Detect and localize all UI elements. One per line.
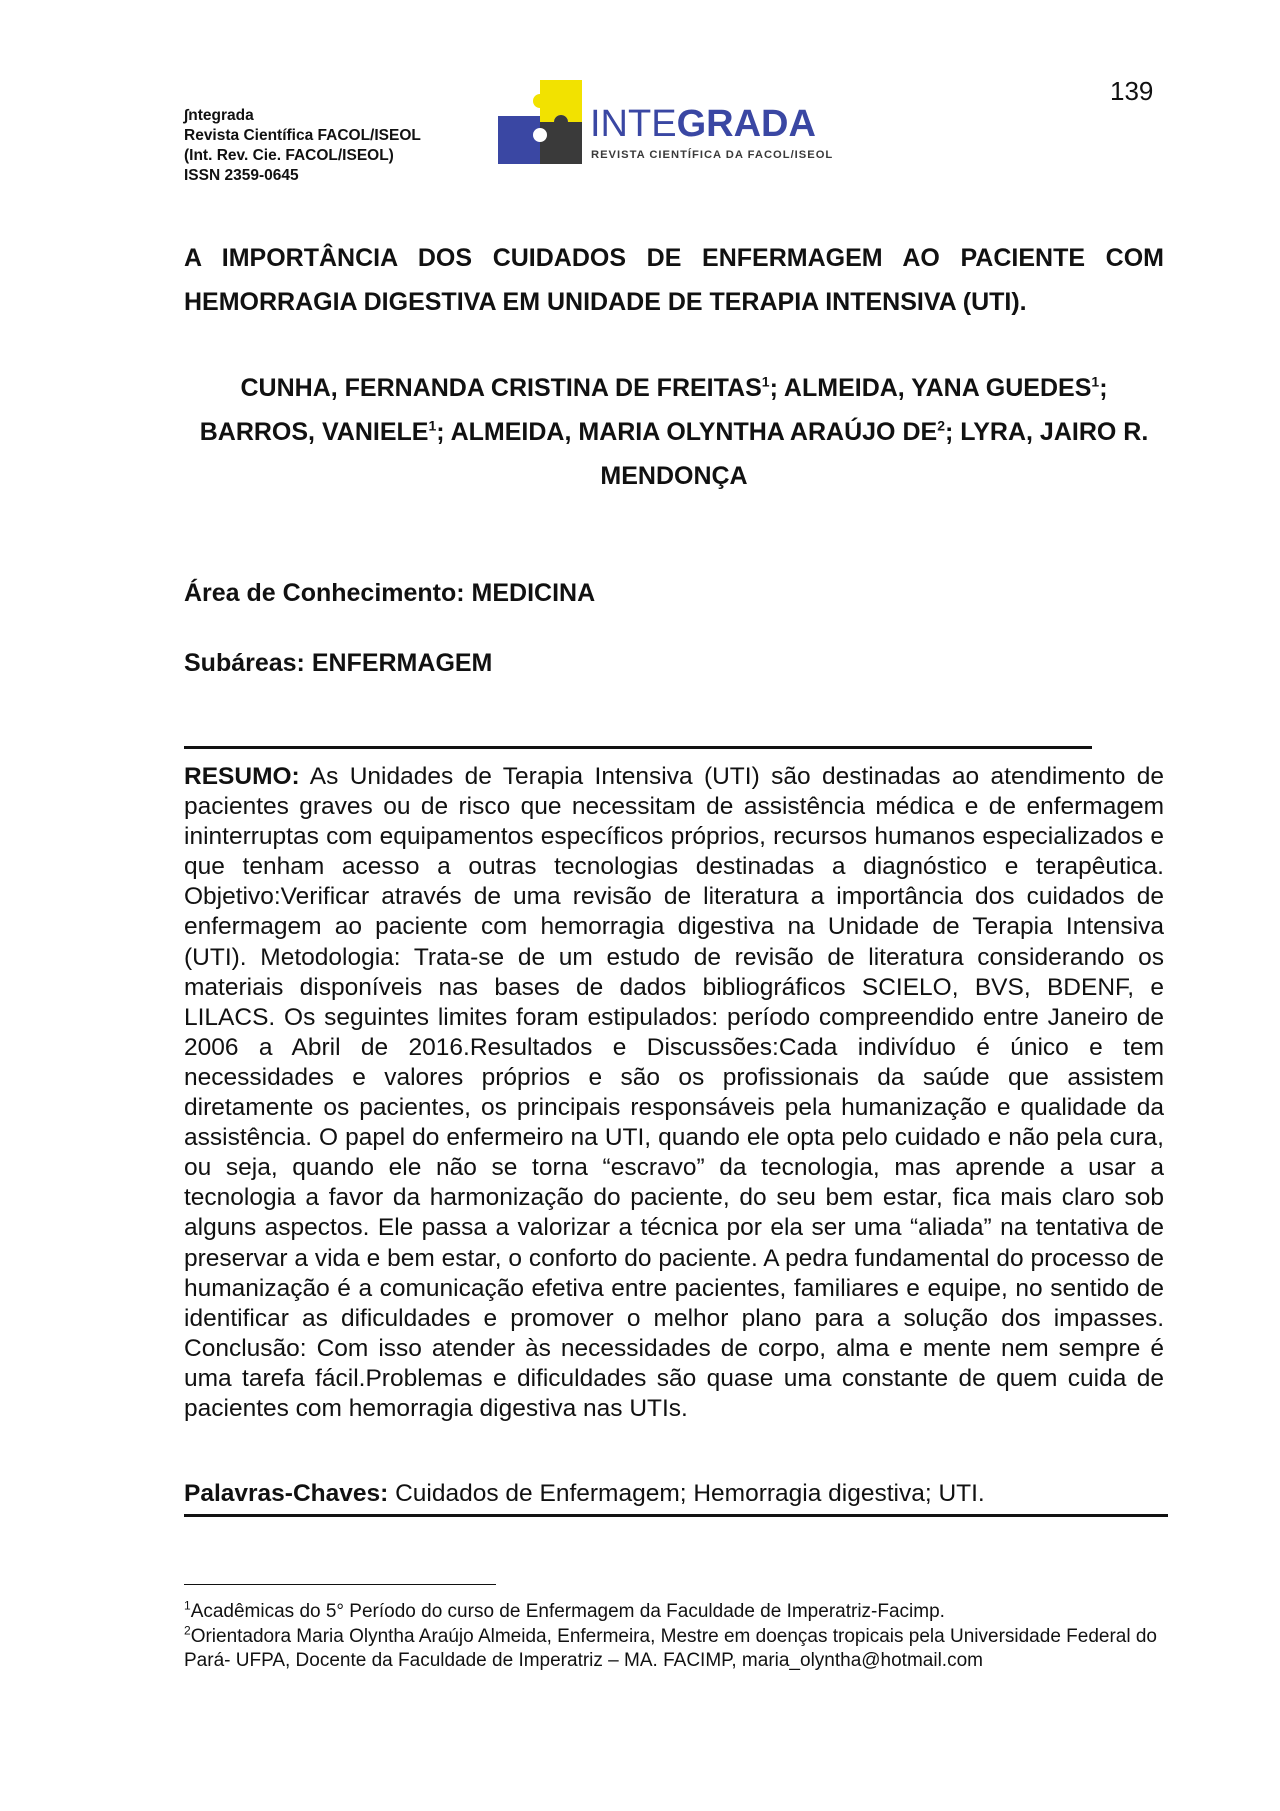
abstract-label: RESUMO: <box>184 763 300 790</box>
author-name: LYRA, JAIRO R. MENDONÇA <box>600 418 1149 490</box>
footnote <box>184 1600 1164 1625</box>
author-affiliation-mark: 2 <box>937 417 945 434</box>
logo-tagline: REVISTA CIENTÍFICA DA FACOL/ISEOL <box>591 149 834 161</box>
keywords-text: Cuidados de Enfermagem; Hemorragia digestiva; UTI. <box>395 1480 985 1507</box>
footnote-text: Acadêmicas do 5° Período do curso de Enfermagem da Faculdade de Imperatriz-Facimp. <box>190 1601 945 1622</box>
puzzle-icon <box>498 80 582 164</box>
journal-issn: ISSN 2359-0645 <box>184 167 299 184</box>
author-name: ALMEIDA, YANA GUEDES <box>783 374 1092 402</box>
journal-info <box>184 106 421 186</box>
journal-abbrev: (Int. Rev. Cie. FACOL/ISEOL) <box>184 147 394 164</box>
abstract-top-divider <box>184 746 1092 749</box>
knowledge-area: Área de Conhecimento: MEDICINA <box>184 579 596 607</box>
author-name: BARROS, VANIELE <box>199 418 429 446</box>
author-name: ALMEIDA, MARIA OLYNTHA ARAÚJO DE <box>450 418 938 446</box>
author-affiliation-mark: 1 <box>428 417 437 434</box>
journal-name: ∫ntegrada <box>184 107 254 124</box>
puzzle-piece-yellow <box>533 80 582 122</box>
article-title <box>184 236 1164 324</box>
footnotes <box>184 1600 1164 1674</box>
puzzle-piece-dark <box>540 115 582 164</box>
logo-wordmark: INTEGRADA <box>590 103 816 145</box>
journal-fullname: Revista Científica FACOL/ISEOL <box>184 127 421 144</box>
keywords-label: Palavras-Chaves: <box>184 1480 389 1507</box>
author-separator: ; <box>944 418 961 446</box>
author-affiliation-mark: 1 <box>761 373 770 390</box>
author-separator: ; <box>1099 374 1108 402</box>
author-affiliation-mark: 1 <box>1091 373 1100 390</box>
author-list <box>184 366 1164 498</box>
integrada-logo <box>498 78 838 170</box>
footnote-text: Orientadora Maria Olyntha Araújo Almeida, Enfermeira, Mestre em doenças tropicais pela Universidade Federal do Pará- UFPA, Docente da Faculdade de Imperatriz – MA. FACIMP, maria_olyntha@hotmail.com <box>184 1625 1157 1671</box>
footnote-divider <box>184 1584 496 1585</box>
author-separator: ; <box>436 418 451 446</box>
abstract-text: As Unidades de Terapia Intensiva (UTI) são destinadas ao atendimento de pacientes graves ou de risco que necessitam de assistência médica e de enfermagem ininterruptas com equipamentos específicos próprios, recursos humanos especializados e que tenham acesso a outras tecnologias destinadas a diagnóstico e terapêutica. Objetivo:Verificar através de uma revisão de literatura a importância dos cuidados de enfermagem ao paciente com hemorragia digestiva na Unidade de Terapia Intensiva (UTI). Metodologia: Trata-se de um estudo de revisão de literatura considerando os materiais disponíveis nas bases de dados bibliográficos SCIELO, BVS, BDENF, e LILACS. Os seguintes limites foram estipulados: período compreendido entre Janeiro de 2006 a Abril de 2016.Resultados e Discussões:Cada indivíduo é único e tem necessidades e valores próprios e são os profissionais da saúde que assistem diretamente os pacientes, os principais responsáveis pela humanização e qualidade da assistência. O papel do enfermeiro na UTI, quando ele opta pelo cuidado e não pela cura, ou seja, quando ele não se torna “escravo” da tecnologia, mas aprende a usar a tecnologia a favor da harmonização do paciente, do seu bem estar, fica mais claro sob alguns aspectos. Ele passa a valorizar a técnica por ela ser uma “aliada” na tentativa de preservar a vida e bem estar, o conforto do paciente. A pedra fundamental do processo de humanização é a comunicação efetiva entre pacientes, familiares e equipe, no sentido de identificar as dificuldades e promover o melhor plano para a solução dos impasses. Conclusão: Com isso atender às necessidades de corpo, alma e mente nem sempre é uma tarefa fácil.Problemas e dificuldades são quase uma constante de quem cuida de pacientes com hemorragia digestiva nas UTIs. <box>184 763 1164 1422</box>
footnote <box>184 1625 1164 1674</box>
footnote-mark: 1 <box>184 1598 191 1613</box>
article-title-line-2: HEMORRAGIA DIGESTIVA EM UNIDADE DE TERAPIA INTENSIVA (UTI). <box>184 288 1027 316</box>
subareas: Subáreas: ENFERMAGEM <box>184 649 493 677</box>
page-number: 139 <box>1110 76 1154 106</box>
keywords <box>184 1480 985 1508</box>
author-name: CUNHA, FERNANDA CRISTINA DE FREITAS <box>240 374 762 402</box>
abstract <box>184 762 1164 1424</box>
footnote-mark: 2 <box>184 1623 191 1638</box>
author-separator: ; <box>769 374 784 402</box>
puzzle-piece-blue <box>498 116 540 164</box>
article-title-line-1: A IMPORTÂNCIA DOS CUIDADOS DE ENFERMAGEM AO PACIENTE COM <box>184 244 1164 272</box>
abstract-bottom-divider <box>184 1514 1168 1517</box>
